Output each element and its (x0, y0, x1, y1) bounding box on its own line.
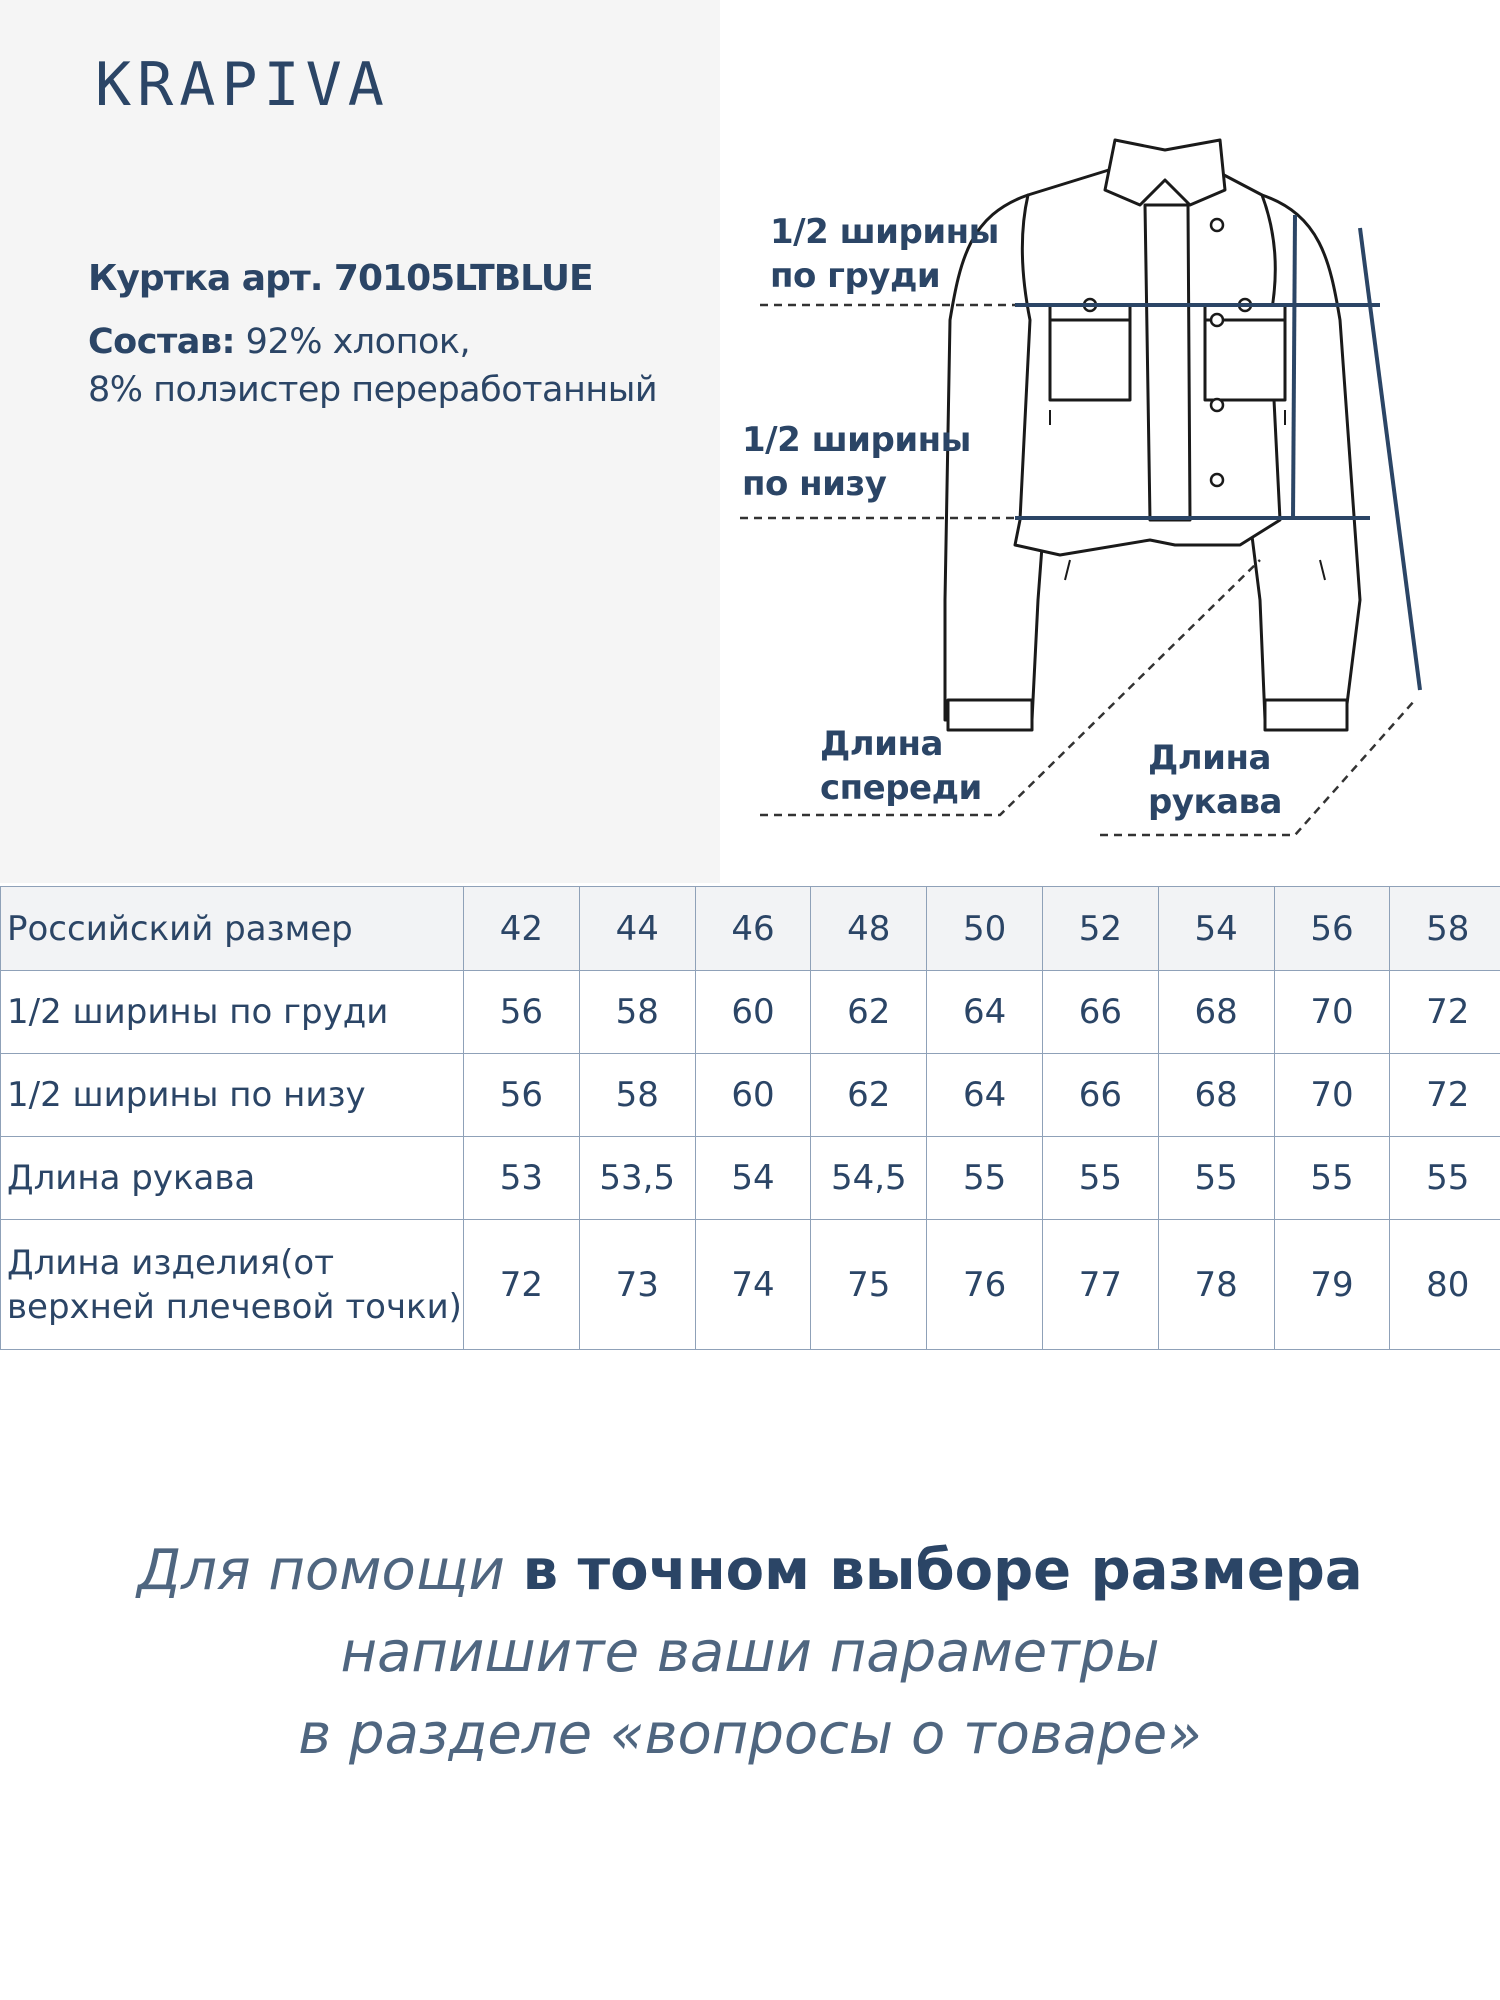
table-row (1, 1220, 1500, 1350)
value-cell: 70 (1274, 971, 1390, 1054)
value-cell: 80 (1390, 1220, 1500, 1350)
table-header-label: Российский размер (1, 887, 464, 971)
value-cell: 53 (464, 1137, 580, 1220)
size-cell: 44 (579, 887, 695, 971)
value-cell: 64 (927, 971, 1043, 1054)
value-cell: 54 (695, 1137, 811, 1220)
value-cell: 76 (927, 1220, 1043, 1350)
size-cell: 58 (1390, 887, 1500, 971)
value-cell: 74 (695, 1220, 811, 1350)
value-cell: 55 (1274, 1137, 1390, 1220)
size-cell: 46 (695, 887, 811, 971)
row-label: 1/2 ширины по низу (1, 1054, 464, 1137)
help-line2: напишите ваши параметры (340, 1620, 1160, 1685)
value-cell: 60 (695, 1054, 811, 1137)
product-title: Куртка арт. 70105LTBLUE (88, 258, 593, 299)
value-cell: 78 (1158, 1220, 1274, 1350)
composition-line1: 92% хлопок, (245, 322, 471, 362)
value-cell: 68 (1158, 971, 1274, 1054)
size-cell: 56 (1274, 887, 1390, 971)
help-line3: в разделе «вопросы о товаре» (298, 1702, 1202, 1767)
value-cell: 77 (1042, 1220, 1158, 1350)
value-cell: 58 (579, 1054, 695, 1137)
size-cell: 48 (811, 887, 927, 971)
value-cell: 70 (1274, 1054, 1390, 1137)
table-row (1, 1137, 1500, 1220)
value-cell: 55 (1390, 1137, 1500, 1220)
row-label: Длина изделия(от верхней плечевой точки) (1, 1220, 464, 1350)
callout-front-length: Длина спереди (820, 724, 982, 808)
callout-sleeve-length: Длина рукава (1148, 738, 1282, 822)
callout-chest: 1/2 ширины по груди (770, 212, 999, 296)
product-composition (88, 318, 657, 414)
value-cell: 54,5 (811, 1137, 927, 1220)
size-cell: 50 (927, 887, 1043, 971)
value-cell: 66 (1042, 971, 1158, 1054)
value-cell: 72 (464, 1220, 580, 1350)
help-line1: Для помощи в точном выборе размера (137, 1538, 1363, 1603)
size-cell: 52 (1042, 887, 1158, 971)
value-cell: 56 (464, 971, 580, 1054)
value-cell: 75 (811, 1220, 927, 1350)
composition-line2: 8% полэистер переработанный (88, 370, 658, 410)
value-cell: 79 (1274, 1220, 1390, 1350)
brand-logo: KRAPIVA (95, 50, 390, 120)
size-help-message (0, 1530, 1500, 1776)
value-cell: 62 (811, 1054, 927, 1137)
size-table (0, 886, 1500, 1350)
value-cell: 60 (695, 971, 811, 1054)
callout-hem: 1/2 ширины по низу (742, 420, 971, 504)
table-row (1, 1054, 1500, 1137)
right-cuff (1265, 700, 1347, 730)
size-cell: 42 (464, 887, 580, 971)
value-cell: 55 (1158, 1137, 1274, 1220)
value-cell: 72 (1390, 1054, 1500, 1137)
row-label: 1/2 ширины по груди (1, 971, 464, 1054)
table-header-row (1, 887, 1500, 971)
value-cell: 72 (1390, 971, 1500, 1054)
value-cell: 58 (579, 971, 695, 1054)
value-cell: 73 (579, 1220, 695, 1350)
value-cell: 68 (1158, 1054, 1274, 1137)
row-label: Длина рукава (1, 1137, 464, 1220)
value-cell: 64 (927, 1054, 1043, 1137)
value-cell: 53,5 (579, 1137, 695, 1220)
value-cell: 55 (927, 1137, 1043, 1220)
composition-label: Состав: (88, 322, 236, 362)
value-cell: 62 (811, 971, 927, 1054)
size-cell: 54 (1158, 887, 1274, 971)
info-panel (0, 0, 720, 883)
value-cell: 55 (1042, 1137, 1158, 1220)
value-cell: 56 (464, 1054, 580, 1137)
value-cell: 66 (1042, 1054, 1158, 1137)
table-row (1, 971, 1500, 1054)
